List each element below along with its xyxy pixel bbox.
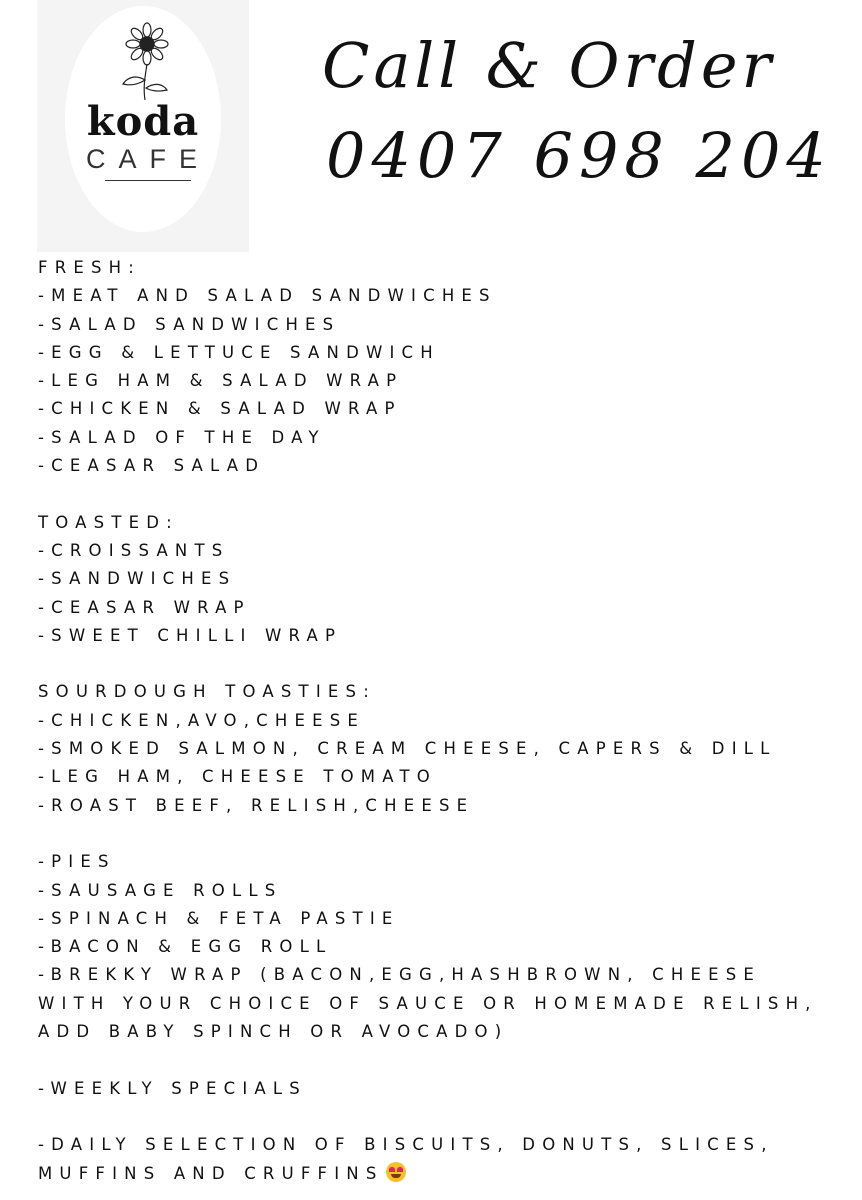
weekly-specials: -WEEKLY SPECIALS: [38, 1078, 307, 1098]
daily-selection-line-2: [38, 1160, 858, 1188]
heart-eyes-emoji-icon: [386, 1162, 406, 1182]
menu-item: -LEG HAM & SALAD WRAP: [38, 371, 404, 391]
daily-selection-text: MUFFINS AND CRUFFINS: [38, 1163, 384, 1183]
section-spacer: [38, 1046, 858, 1074]
menu-list: [38, 254, 858, 1188]
section-spacer: [38, 650, 858, 678]
menu-item-continued: ADD BABY SPINCH OR AVOCADO): [38, 1022, 509, 1042]
menu-item: -CHICKEN,AVO,CHEESE: [38, 710, 366, 730]
menu-item: -ROAST BEEF, RELISH,CHEESE: [38, 795, 475, 815]
sunflower-icon: [109, 22, 179, 102]
section-spacer: [38, 820, 858, 848]
menu-item: -BACON & EGG ROLL: [38, 937, 333, 957]
menu-item: -SALAD OF THE DAY: [38, 427, 326, 447]
section-spacer: [38, 480, 858, 508]
menu-item: -BREKKY WRAP (BACON,EGG,HASHBROWN, CHEESE: [38, 965, 762, 985]
menu-item: -LEG HAM, CHEESE TOMATO: [38, 767, 437, 787]
menu-item: -CROISSANTS: [38, 540, 230, 560]
menu-item: -CEASAR SALAD: [38, 456, 266, 476]
section-heading-fresh: FRESH:: [38, 258, 142, 277]
call-order-heading: Call & Order: [322, 29, 776, 102]
section-spacer: [38, 1103, 858, 1131]
logo-panel: [37, 0, 249, 252]
logo-divider: [105, 180, 191, 181]
menu-item: -SANDWICHES: [38, 569, 237, 589]
menu-item: -CEASAR WRAP: [38, 597, 251, 617]
menu-item: -SAUSAGE ROLLS: [38, 880, 283, 900]
logo-name: koda: [86, 98, 200, 145]
section-heading-toasted: TOASTED:: [38, 512, 179, 532]
menu-item-continued: WITH YOUR CHOICE OF SAUCE OR HOMEMADE RELISH,: [38, 993, 818, 1013]
menu-item: -PIES: [38, 852, 116, 872]
menu-item: -CHICKEN & SALAD WRAP: [38, 399, 402, 419]
menu-item: -MEAT AND SALAD SANDWICHES: [38, 286, 497, 306]
section-heading-sourdough: SOURDOUGH TOASTIES:: [38, 682, 376, 702]
menu-item: -SWEET CHILLI WRAP: [38, 625, 343, 645]
daily-selection-line-1: -DAILY SELECTION OF BISCUITS, DONUTS, SLICES,: [38, 1135, 774, 1155]
menu-item: -SALAD SANDWICHES: [38, 314, 341, 334]
phone-number: 0407 698 204: [326, 119, 832, 192]
menu-item: -SMOKED SALMON, CREAM CHEESE, CAPERS & DILL: [38, 739, 777, 759]
menu-item: -EGG & LETTUCE SANDWICH: [38, 342, 440, 362]
logo-subtitle: CAFE: [85, 144, 210, 174]
menu-item: -SPINACH & FETA PASTIE: [38, 908, 400, 928]
